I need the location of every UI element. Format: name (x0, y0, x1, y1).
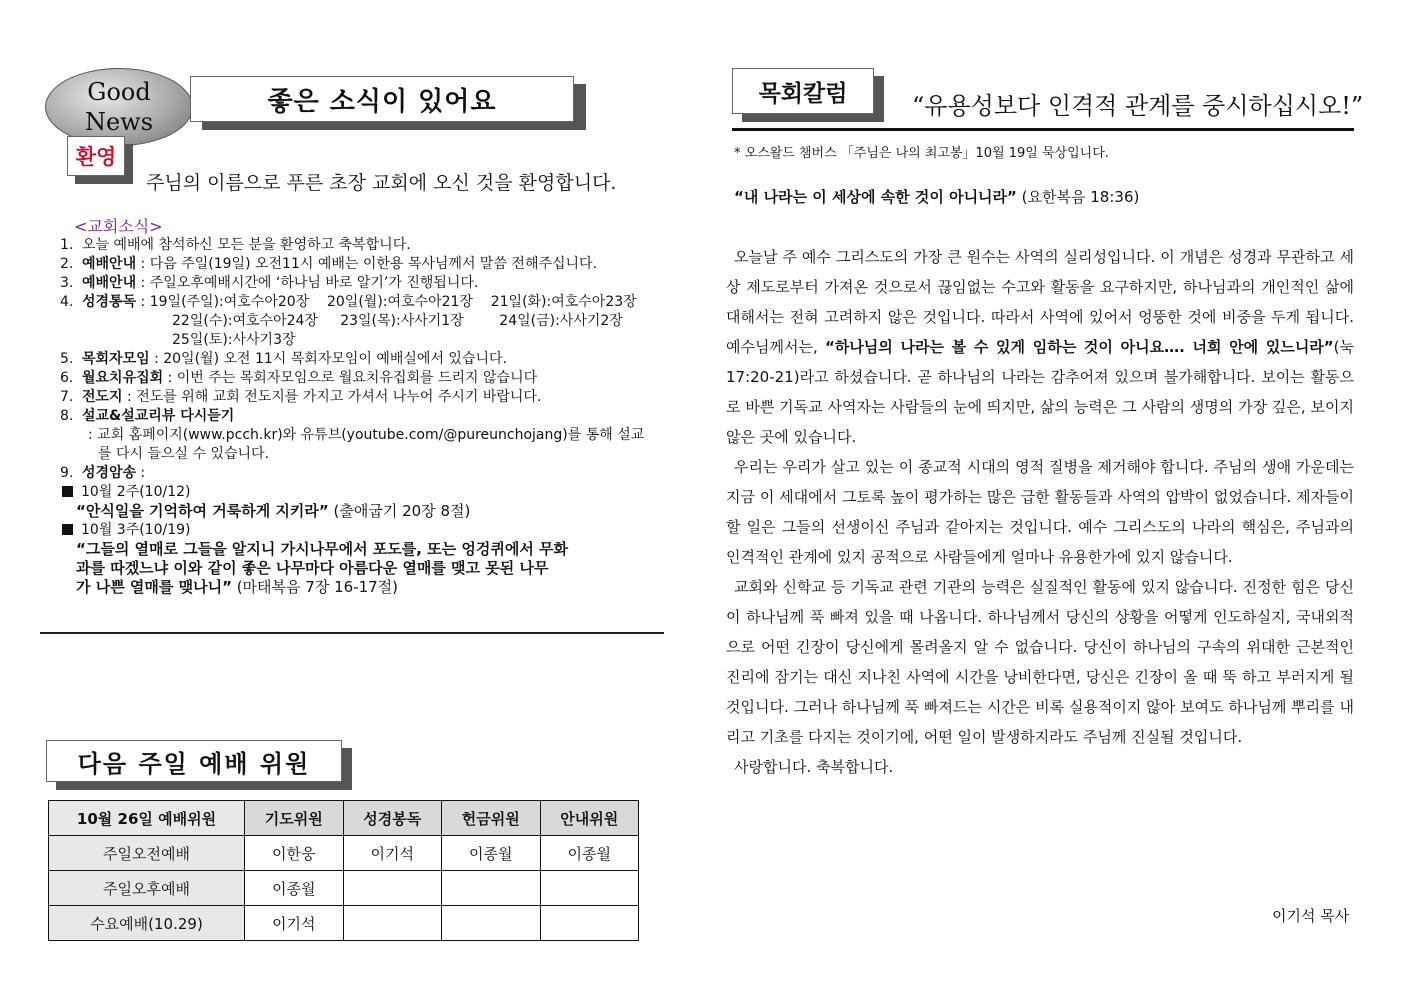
column-article (726, 242, 1354, 782)
good-news-title: 좋은 소식이 있어요 (190, 76, 574, 122)
news-item-cont: 25일(토):사사기3장 (172, 332, 296, 348)
news-item: 2. 예배안내 : 다음 주일(19일) 오전11시 예배는 이한용 목사님께서 말씀 전해주십니다. (60, 256, 598, 272)
memory-verse: “그들의 열매로 그들을 알지니 가시나무에서 포도를, 또는 엉겅퀴에서 무화 (76, 540, 569, 558)
table-header-row (49, 801, 639, 836)
table-cell: 이종월 (245, 871, 344, 906)
news-item: 8. 설교&설교리뷰 다시듣기 (60, 408, 235, 424)
table-cell: 이종월 (442, 836, 541, 871)
table-cell: 이종월 (540, 836, 639, 871)
badge-line2: News (84, 108, 154, 136)
news-item: 4. 성경통독 : 19일(주일):여호수아20장 20일(월):여호수아21장 21일(화):여호수아23장 (60, 294, 637, 310)
key-verse: “내 나라는 이 세상에 속한 것이 아니니라” (요한복음 18:36) (734, 188, 1140, 206)
news-item: 9. 성경암송 : (60, 465, 146, 481)
table-header: 헌금위원 (442, 801, 541, 836)
news-item: 5. 목회자모임 : 20일(월) 오전 11시 목회자모임이 예배실에서 있습니다. (60, 351, 507, 367)
table-cell: 이기석 (343, 836, 442, 871)
signature: 이기석 목사 (1272, 907, 1350, 925)
church-news-heading: <교회소식> (74, 217, 163, 236)
news-item-cont: 를 다시 들으실 수 있습니다. (98, 446, 270, 462)
good-news-badge (45, 68, 193, 146)
table-cell (442, 906, 541, 941)
column-tag: 목회칼럼 (732, 68, 874, 114)
table-cell: 주일오후예배 (49, 871, 245, 906)
table-header: 안내위원 (540, 801, 639, 836)
column-note: * 오스왈드 챔버스 「주님은 나의 최고봉」10월 19일 묵상입니다. (734, 146, 1109, 161)
next-week-title: 다음 주일 예배 위원 (46, 740, 342, 782)
square-bullet-icon (62, 486, 73, 497)
table-cell: 주일오전예배 (49, 836, 245, 871)
badge-line1: Good (87, 78, 151, 106)
memory-verse: 과를 따겠느냐 이와 같이 좋은 나무마다 아름다운 열매를 맺고 못된 나무 (76, 559, 549, 577)
news-item-cont: : 교회 홈페이지(www.pcch.kr)와 유튜브(youtube.com/@pureunchojang)를 통해 설교 (88, 427, 645, 443)
welcome-text: 주님의 이름으로 푸른 초장 교회에 오신 것을 환영합니다. (146, 172, 617, 194)
news-item: 3. 예배안내 : 주일오후예배시간에 ‘하나님 바로 알기’가 진행됩니다. (60, 275, 479, 291)
column-divider (732, 128, 1354, 131)
worship-duty-table (48, 800, 639, 941)
table-cell: 수요예배(10.29) (49, 906, 245, 941)
column-title: “유용성보다 인격적 관계를 중시하십시오!” (912, 92, 1364, 120)
table-cell (540, 871, 639, 906)
table-cell (540, 906, 639, 941)
news-item: 7. 전도지 : 전도를 위해 교회 전도지를 가지고 가셔서 나누어 주시기 바랍니다. (60, 389, 542, 405)
memory-week: 10월 2주(10/12) (60, 483, 680, 502)
article-paragraph: 사랑합니다. 축복합니다. (734, 758, 894, 776)
table-header: 성경봉독 (343, 801, 442, 836)
memory-verse: 가 나쁜 열매를 맺나니” (마태복음 7장 16-17절) (76, 578, 399, 596)
square-bullet-icon (62, 524, 73, 535)
table-cell: 이기석 (245, 906, 344, 941)
article-paragraph: 교회와 신학교 등 기독교 관련 기관의 능력은 실질적인 활동에 있지 않습니다. 진정한 힘은 당신이 하나님께 푹 빠져 있을 때 나옵니다. 하나님께서 당신의 상황을 어떻게 인도하실지, 국내외적으로 어떤 긴장이 당신에게 몰려올지 알 수 없습니다. 당신이 하나님의 구속의 위대한 근본적인 진리에 잠기는 대신 지나친 사역에 시간을 낭비한다면, 당신은 긴장이 올 때 뚝 하고 부러지게 될 것입니다. 그러나 하나님께 푹 빠져드는 시간은 비록 실용적이지 않아 보여도 하나님께 뿌리를 내리고 기초를 다지는 것이기에, 어떤 일이 발생하지라도 주님께 진실될 것입니다. (726, 578, 1354, 746)
news-item: 1. 오늘 예배에 참석하신 모든 분을 환영하고 축복합니다. (60, 237, 411, 253)
table-row (49, 836, 639, 871)
table-row (49, 871, 639, 906)
news-item-cont: 22일(수):여호수아24장 23일(목):사사기1장 24일(금):사사기2장 (172, 313, 623, 329)
table-cell: 이한웅 (245, 836, 344, 871)
table-header: 기도위원 (245, 801, 344, 836)
table-cell (442, 871, 541, 906)
welcome-tag: 환영 (67, 136, 125, 176)
article-paragraph: 오늘날 주 예수 그리스도의 가장 큰 원수는 사역의 실리성입니다. 이 개념은 성경과 무관하고 세상 제도로부터 가져온 것으로서 끊임없는 수고와 활동을 요구하지만, 하나님과의 개인적인 삶에 대해서는 전혀 고려하지 않은 것입니다. 따라서 사역에 있어서 엉뚱한 것에 비중을 두게 됩니다. 예수님께서는, “하나님의 나라는 볼 수 있게 임하는 것이 아니요…. 너희 안에 있느니라”(눅17:20-21)라고 하셨습니다. 곧 하나님의 나라는 감추어져 있으며 불가해합니다. 보이는 활동으로 바쁜 기독교 사역자는 사람들의 눈에 띄지만, 삶의 능력은 그 사람의 생명의 가장 깊은, 보이지 않은 곳에 있습니다. (726, 248, 1355, 446)
table-cell (343, 871, 442, 906)
news-item: 6. 월요치유집회 : 이번 주는 목회자모임으로 월요치유집회를 드리지 않습니다 (60, 370, 538, 386)
church-news-list (60, 236, 680, 597)
table-cell (343, 906, 442, 941)
table-header: 10월 26일 예배위원 (49, 801, 245, 836)
article-paragraph: 우리는 우리가 살고 있는 이 종교적 시대의 영적 질병을 제거해야 합니다. 주님의 생애 가운데는 지금 이 세대에서 그토록 높이 평가하는 많은 급한 활동들과 사역의 압박이 없었습니다. 제자들이 할 일은 그들의 선생이신 주님과 같아지는 것입니다. 예수 그리스도의 나라의 핵심은, 주님과의 인격적인 관계에 있지 공적으로 사람들에게 얼마나 유용한가에 있지 않습니다. (726, 458, 1354, 566)
memory-verse: “안식일을 기억하여 거룩하게 지키라” (출애굽기 20장 8절) (76, 502, 471, 520)
section-divider (40, 632, 664, 634)
memory-week: 10월 3주(10/19) (60, 521, 680, 540)
table-row (49, 906, 639, 941)
